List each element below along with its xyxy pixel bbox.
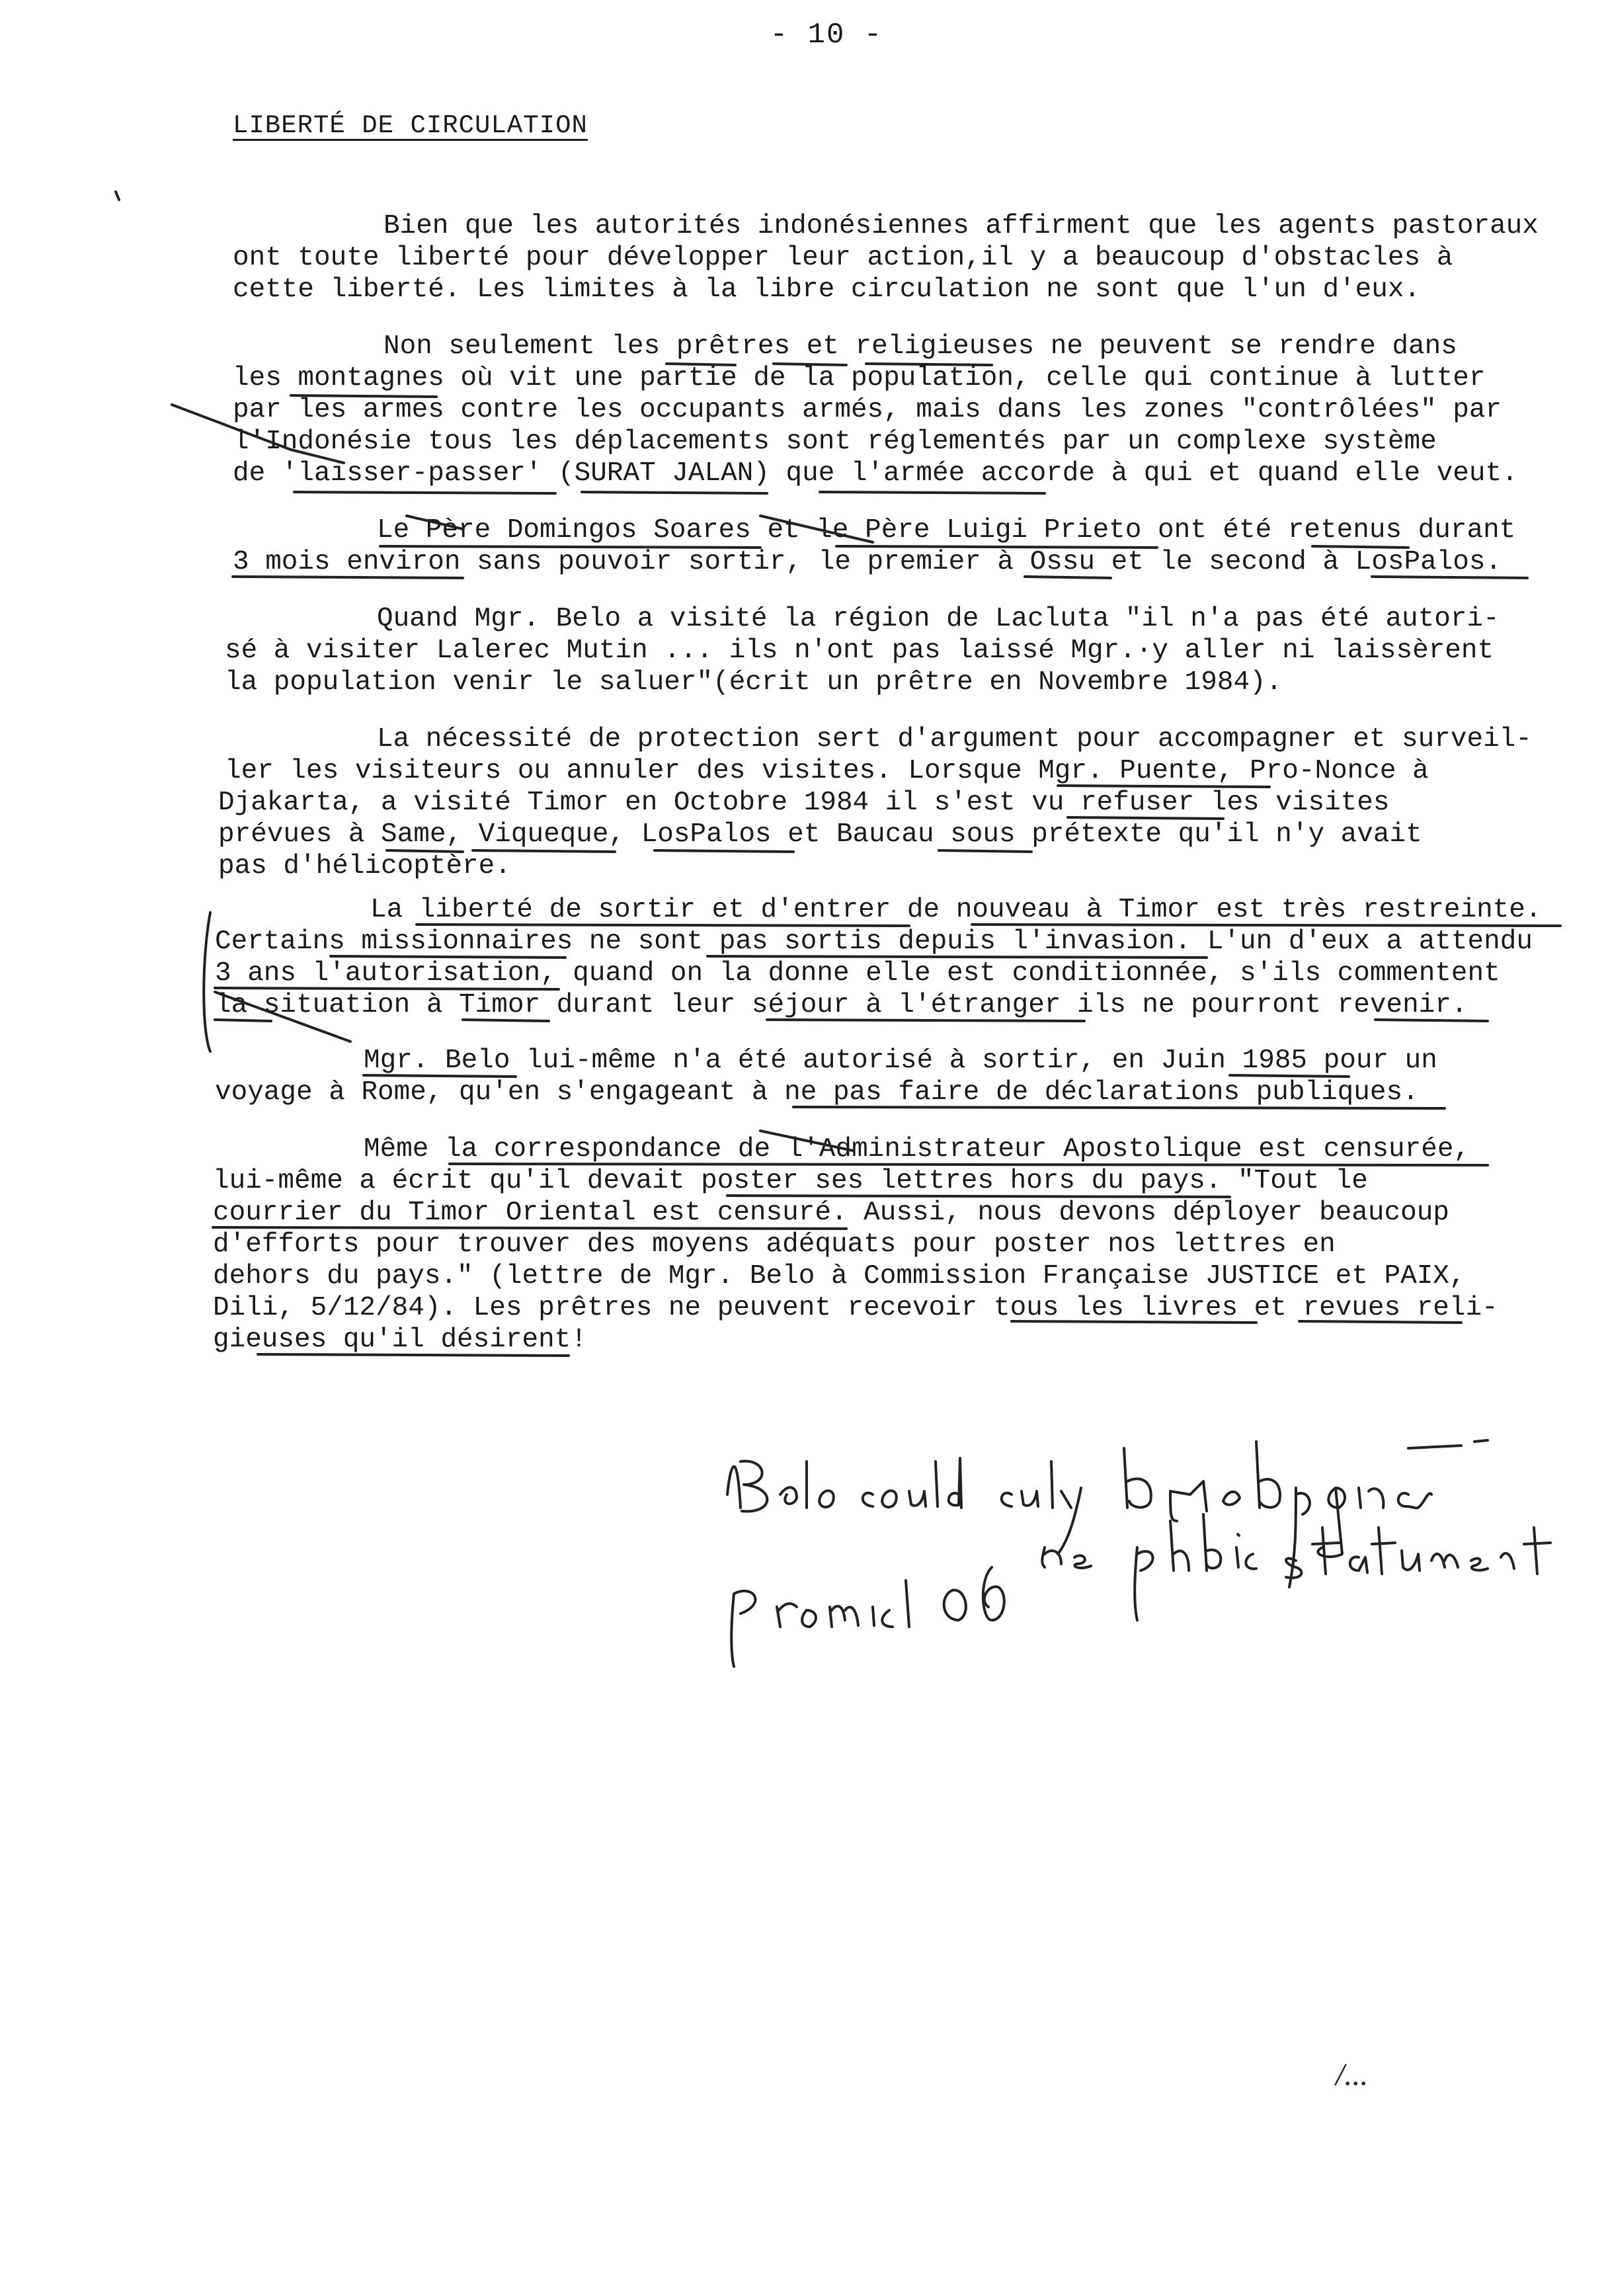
text-line: d'efforts pour trouver des moyens adéquats pour poster nos lettres en [213,1229,1336,1260]
text-line: dehors du pays." (lettre de Mgr. Belo à Commission Française JUSTICE et PAIX, [213,1261,1466,1292]
section-heading: LIBERTÉ DE CIRCULATION [233,111,588,140]
page-number: - 10 - [770,19,883,52]
text-line: ont toute liberté pour développer leur action,il y a beaucoup d'obstacles à [233,243,1453,273]
text-line: la population venir le saluer"(écrit un prêtre en Novembre 1984). [225,667,1283,698]
text-line: Mgr. Belo lui-même n'a été autorisé à sortir, en Juin 1985 pour un [364,1046,1437,1076]
text-line: de 'laisser-passer' (SURAT JALAN) que l'armée accorde à qui et quand elle veut. [233,458,1518,489]
text-line: Le Père Domingos Soares et le Père Luigi Prieto ont été retenus durant [377,515,1516,546]
text-line: Certains missionnaires ne sont pas sortis depuis l'invasion. L'un d'eux a attendu [215,926,1533,957]
text-line: 3 mois environ sans pouvoir sortir, le premier à Ossu et le second à LosPalos. [233,547,1502,577]
handwritten-note [714,1422,1574,1673]
text-line: pas d'hélicoptère. [218,851,511,882]
text-line: courrier du Timor Oriental est censuré. Aussi, nous devons déployer beaucoup [213,1198,1449,1228]
text-line: Djakarta, a visité Timor en Octobre 1984 il s'est vu refuser les visites [218,788,1390,818]
text-line: Même la correspondance de l'Administrateur Apostolique est censurée, [364,1134,1470,1165]
text-line: la situation à Timor durant leur séjour à l'étranger ils ne pourront revenir. [215,990,1468,1020]
text-line: La nécessité de protection sert d'argument pour accompagner et surveil- [377,724,1532,755]
text-line: gieuses qu'il désirent! [213,1325,587,1355]
text-line: lui-même a écrit qu'il devait poster ses lettres hors du pays. "Tout le [213,1166,1368,1196]
text-line: les montagnes où vit une partie de la population, celle qui continue à lutter [233,363,1486,393]
text-line: Non seulement les prêtres et religieuses ne peuvent se rendre dans [383,331,1457,362]
text-line: La liberté de sortir et d'entrer de nouveau à Timor est très restreinte. [370,895,1542,925]
text-line: Quand Mgr. Belo a visité la région de Lacluta "il n'a pas été autori- [377,604,1500,634]
text-line: 3 ans l'autorisation, quand on la donne elle est conditionnée, s'ils commentent [215,958,1500,989]
text-line: sé à visiter Lalerec Mutin ... ils n'ont pas laissé Mgr.·y aller ni laissèrent [225,636,1494,666]
text-line: ler les visiteurs ou annuler des visites. Lorsque Mgr. Puente, Pro-Nonce à [225,756,1429,786]
text-line: prévues à Same, Viqueque, LosPalos et Baucau sous prétexte qu'il n'y avait [218,819,1422,850]
text-line: voyage à Rome, qu'en s'engageant à ne pas faire de déclarations publiques. [215,1077,1419,1108]
text-line: cette liberté. Les limites à la libre circulation ne sont que l'un d'eux. [233,274,1421,305]
text-line: l'Indonésie tous les déplacements sont réglementés par un complexe système [233,427,1437,457]
text-line: Bien que les autorités indonésiennes affirment que les agents pastoraux [383,211,1539,241]
text-line: par les armes contre les occupants armés, mais dans les zones "contrôlées" par [233,395,1502,425]
text-line: Dili, 5/12/84). Les prêtres ne peuvent recevoir tous les livres et revues reli- [213,1293,1498,1323]
continuation-mark: /... [1336,2057,1369,2092]
